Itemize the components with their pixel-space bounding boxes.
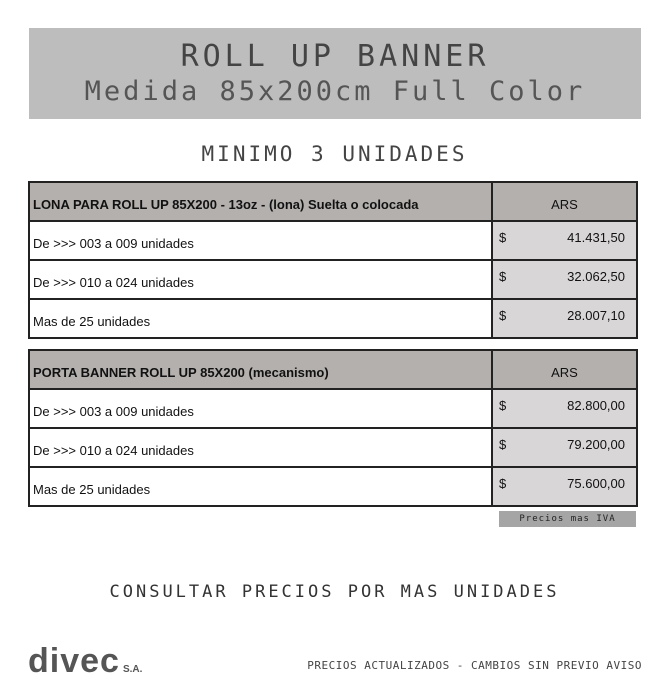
table-header-row <box>29 182 637 221</box>
table-row <box>29 260 637 299</box>
price-value: 41.431,50 <box>567 230 625 245</box>
price-cell <box>492 467 637 506</box>
row-label: Mas de 25 unidades <box>29 299 492 338</box>
consult-prices-note: CONSULTAR PRECIOS POR MAS UNIDADES <box>109 582 560 602</box>
row-label: De >>> 010 a 024 unidades <box>29 428 492 467</box>
currency-symbol: $ <box>499 398 507 413</box>
currency-symbol: $ <box>499 230 507 245</box>
price-value: 28.007,10 <box>567 308 625 323</box>
price-table-lona <box>28 181 638 339</box>
currency-symbol: $ <box>499 476 507 491</box>
table-row <box>29 389 637 428</box>
page-title: ROLL UP BANNER <box>180 39 490 74</box>
table-header-label: PORTA BANNER ROLL UP 85X200 (mecanismo) <box>29 350 492 389</box>
currency-symbol: $ <box>499 308 507 323</box>
price-table-porta-banner <box>28 349 638 507</box>
row-label: De >>> 003 a 009 unidades <box>29 221 492 260</box>
price-cell <box>492 260 637 299</box>
row-label: De >>> 010 a 024 unidades <box>29 260 492 299</box>
price-value: 82.800,00 <box>567 398 625 413</box>
logo-brand: divec <box>28 642 120 680</box>
table-row <box>29 428 637 467</box>
row-label: De >>> 003 a 009 unidades <box>29 389 492 428</box>
price-value: 79.200,00 <box>567 437 625 452</box>
currency-symbol: $ <box>499 269 507 284</box>
currency-header: ARS <box>492 350 637 389</box>
logo-suffix: S.A. <box>122 664 143 675</box>
footer-disclaimer: PRECIOS ACTUALIZADOS - CAMBIOS SIN PREVIO AVISO <box>307 659 642 672</box>
iva-note-badge: Precios mas IVA <box>499 511 636 527</box>
page-subtitle: Medida 85x200cm Full Color <box>84 76 586 107</box>
price-cell <box>492 221 637 260</box>
table-row <box>29 299 637 338</box>
table-header-row <box>29 350 637 389</box>
minimum-units-note: MINIMO 3 UNIDADES <box>201 142 468 166</box>
row-label: Mas de 25 unidades <box>29 467 492 506</box>
table-row <box>29 467 637 506</box>
currency-header: ARS <box>492 182 637 221</box>
price-cell <box>492 428 637 467</box>
table-header-label: LONA PARA ROLL UP 85X200 - 13oz - (lona) Suelta o colocada <box>29 182 492 221</box>
price-value: 75.600,00 <box>567 476 625 491</box>
currency-symbol: $ <box>499 437 507 452</box>
table-row <box>29 221 637 260</box>
price-cell <box>492 299 637 338</box>
title-banner <box>29 28 641 119</box>
price-cell <box>492 389 637 428</box>
price-value: 32.062,50 <box>567 269 625 284</box>
company-logo <box>28 642 142 681</box>
